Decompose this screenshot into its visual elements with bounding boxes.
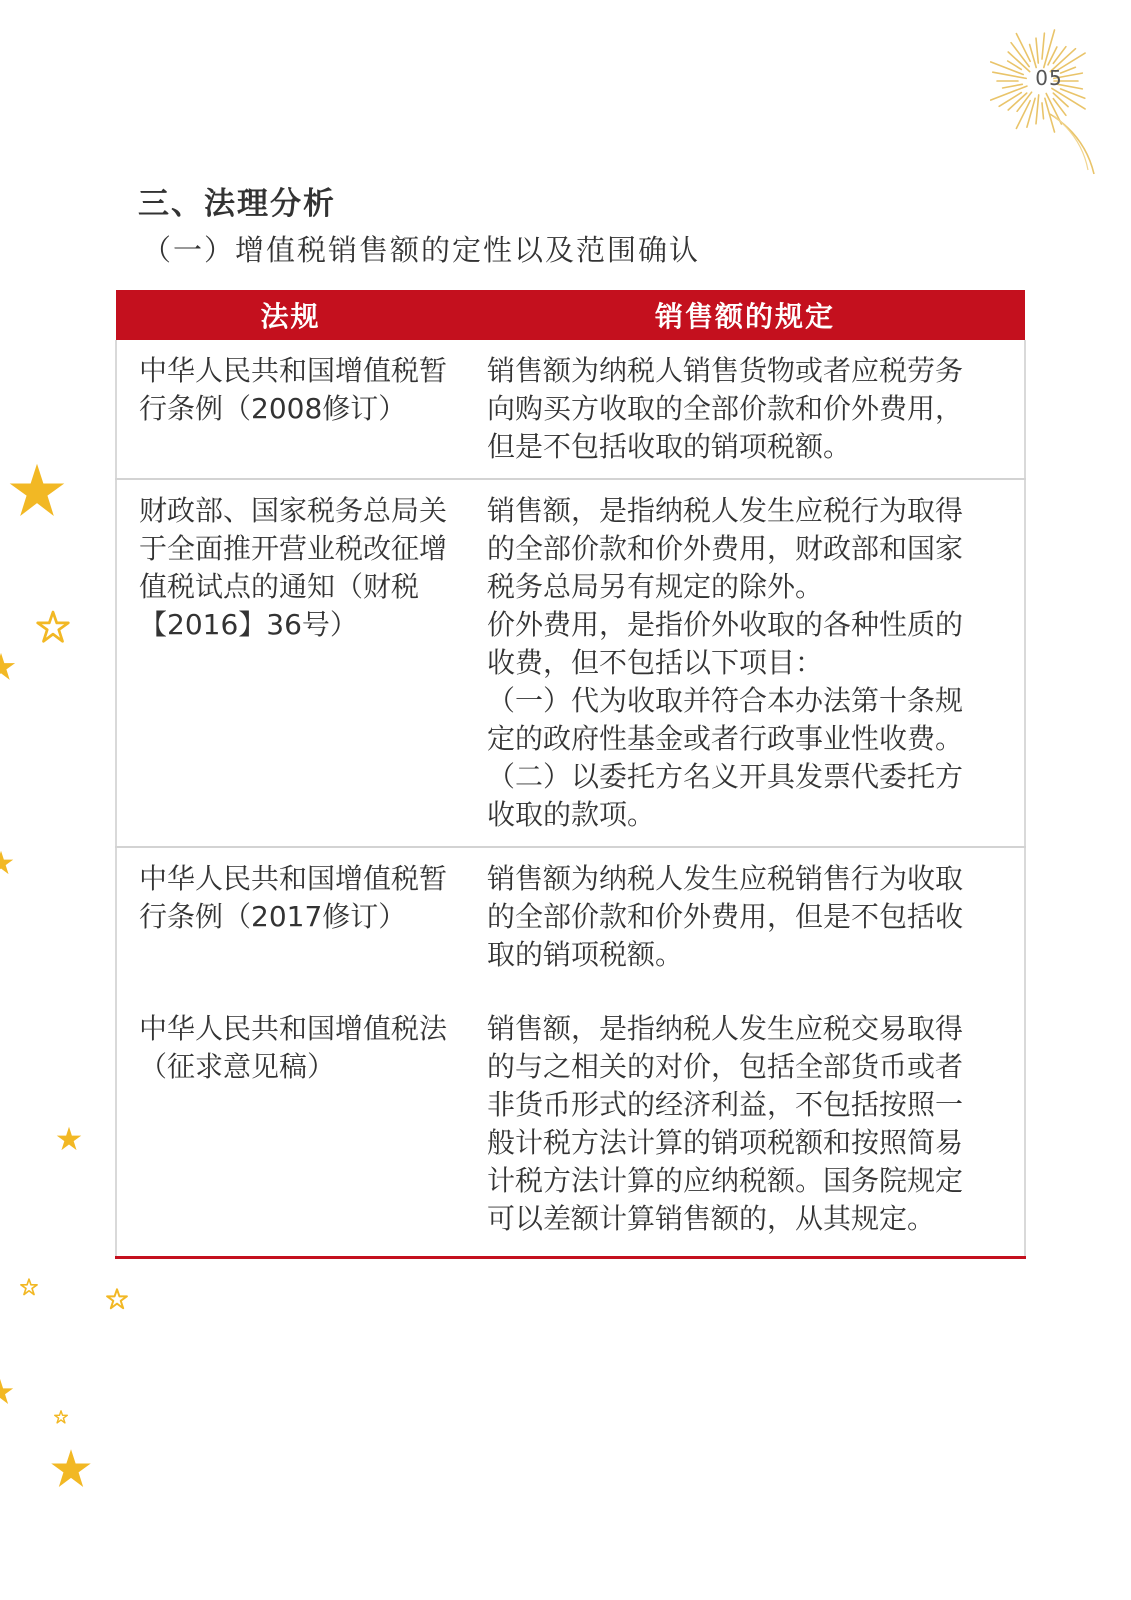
table-row [116, 998, 1025, 1258]
header-law: 法规 [116, 290, 465, 340]
law-cell: 中华人民共和国增值税暂行条例（2017修订） [116, 847, 465, 998]
subsection-title: （一）增值税销售额的定性以及范围确认 [142, 233, 701, 267]
star-outline-icon [54, 1410, 68, 1424]
law-cell: 中华人民共和国增值税暂行条例（2008修订） [116, 340, 465, 479]
rule-cell: 销售额为纳税人发生应税销售行为收取的全部价款和价外费用，但是不包括收取的销项税额。 [465, 847, 1025, 998]
star-outline-icon [106, 1288, 128, 1310]
table-row [116, 479, 1025, 847]
star-outline-icon [20, 1278, 38, 1296]
law-cell: 财政部、国家税务总局关于全面推开营业税改征增值税试点的通知（财税【2016】36号） [116, 479, 465, 847]
firework-icon [990, 26, 1110, 176]
rule-cell: 销售额，是指纳税人发生应税交易取得的与之相关的对价，包括全部货币或者非货币形式的经济利益，不包括按照一般计税方法计算的销项税额和按照简易计税方法计算的应纳税额。国务院规定可以差额计算销售额的，从其规定。 [465, 998, 1025, 1258]
section-title: 三、法理分析 [138, 186, 336, 222]
rule-cell: 销售额为纳税人销售货物或者应税劳务向购买方收取的全部价款和价外费用，但是不包括收取的销项税额。 [465, 340, 1025, 479]
table-row [116, 847, 1025, 998]
table-row [116, 340, 1025, 479]
star-icon [50, 1448, 92, 1490]
table-header-row [116, 290, 1025, 340]
law-comparison-table [115, 290, 1026, 1259]
star-icon [0, 1378, 14, 1406]
star-icon [8, 462, 66, 520]
header-sales-rule: 销售额的规定 [465, 290, 1025, 340]
rule-cell: 销售额，是指纳税人发生应税行为取得的全部价款和价外费用，财政部和国家税务总局另有规定的除外。 价外费用，是指价外收取的各种性质的收费，但不包括以下项目： （一）代为收取并符合本办法第十条规定的政府性基金或者行政事业性收费。 （二）以委托方名义开具发票代委托方收取的款项。 [465, 479, 1025, 847]
star-icon [56, 1126, 82, 1152]
star-outline-icon [36, 610, 70, 644]
page-number: 05 [1035, 66, 1063, 90]
star-icon [0, 850, 14, 876]
star-icon [0, 652, 16, 682]
law-cell: 中华人民共和国增值税法（征求意见稿） [116, 998, 465, 1258]
